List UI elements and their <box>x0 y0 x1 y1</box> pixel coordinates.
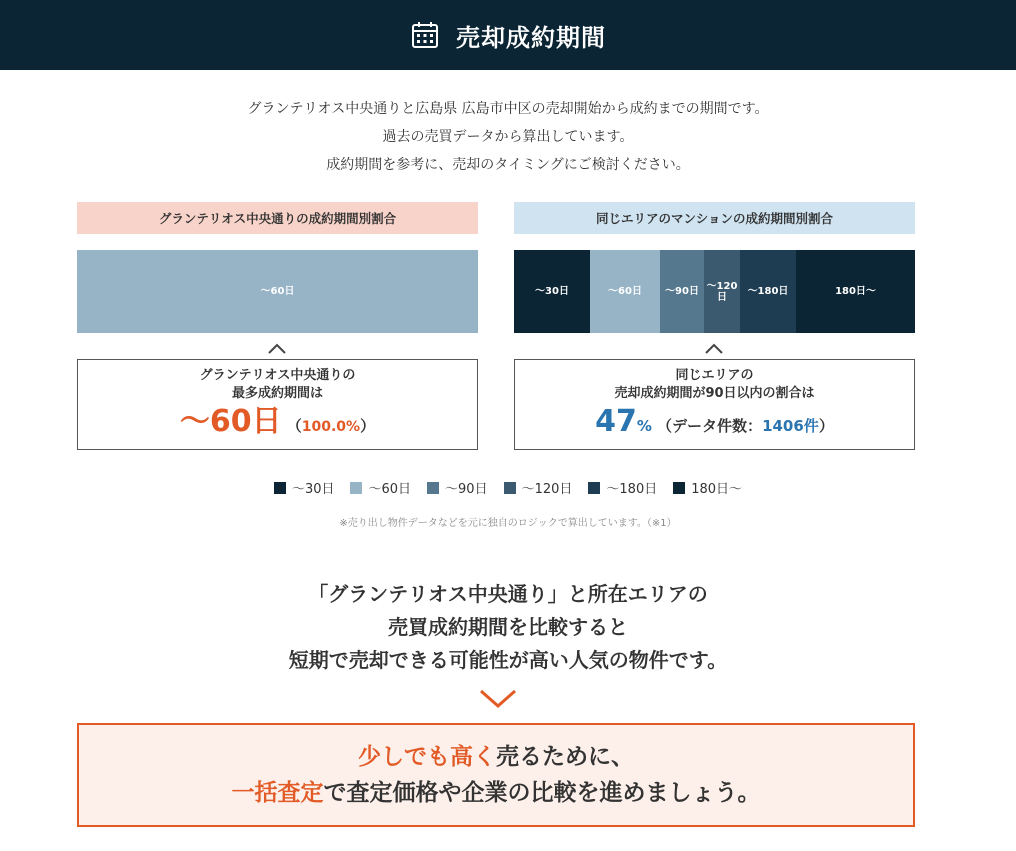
assessment-cta[interactable] <box>77 723 915 827</box>
bar-segment <box>590 250 660 333</box>
legend-label: 〜60日 <box>368 482 412 497</box>
within-90-days-ratio: 47 <box>595 404 637 439</box>
legend-label: 〜30日 <box>291 482 335 497</box>
bar-segment <box>740 250 796 333</box>
intro-line: 成約期間を参考に、売却のタイミングにご検討ください。 <box>326 157 690 173</box>
legend-item <box>673 478 742 497</box>
legend-label: 〜180日 <box>606 482 658 497</box>
area-summary-box <box>514 359 915 450</box>
intro-line: 過去の売買データから算出しています。 <box>382 129 634 145</box>
bar-segment <box>514 250 590 333</box>
period-percentage: 100.0% <box>301 419 361 435</box>
period-legend <box>0 478 1016 497</box>
legend-item <box>588 478 657 497</box>
paren-open: （ <box>286 417 302 435</box>
cta-accent-text: 少しでも高く <box>358 744 496 770</box>
bar-segment <box>660 250 704 333</box>
conclusion-text <box>0 578 1016 677</box>
most-common-period: 〜60日 <box>179 404 282 439</box>
bar-segment <box>796 250 915 333</box>
conclusion-line: 売買成約期間を比較すると <box>388 615 628 639</box>
section-header <box>0 0 1016 70</box>
legend-swatch <box>274 482 286 494</box>
panel-heading: グランテリオス中央通りの成約期間別割合 <box>77 202 478 234</box>
panel-heading: 同じエリアのマンションの成約期間別割合 <box>514 202 915 234</box>
summary-line: 売却成約期間が90日以内の割合は <box>614 386 815 401</box>
summary-line: グランテリオス中央通りの <box>199 368 356 383</box>
caret-up-icon <box>703 342 725 356</box>
bar-segment <box>704 250 740 333</box>
summary-highlight <box>78 405 477 444</box>
period-ratio-bar <box>514 250 915 333</box>
bar-segment-label: 180日〜 <box>835 286 876 297</box>
calendar-icon <box>410 20 440 50</box>
caret-up-icon <box>266 342 288 356</box>
summary-line: 最多成約期間は <box>231 386 323 401</box>
bar-segment <box>77 250 478 333</box>
percent-sign: % <box>636 417 652 435</box>
property-summary-box <box>77 359 478 450</box>
legend-label: 〜120日 <box>521 482 573 497</box>
summary-line: 同じエリアの <box>675 368 754 383</box>
intro-text <box>0 95 1016 179</box>
legend-swatch <box>588 482 600 494</box>
legend-swatch <box>504 482 516 494</box>
property-period-panel <box>77 202 478 439</box>
legend-item <box>504 478 573 497</box>
cta-accent-text: 一括査定 <box>231 780 324 806</box>
legend-item <box>427 478 488 497</box>
period-ratio-bar <box>77 250 478 333</box>
bar-segment-label: 〜60日 <box>608 286 642 297</box>
bar-segment-label: 〜180日 <box>747 286 789 297</box>
paren-close: ） <box>818 417 834 435</box>
bar-segment-label: 〜90日 <box>665 286 699 297</box>
cta-line <box>232 775 761 811</box>
summary-highlight <box>515 405 914 443</box>
area-period-panel <box>514 202 915 439</box>
intro-line: グランテリオス中央通りと広島県 広島市中区の売却開始から成約までの期間です。 <box>247 101 769 117</box>
bar-segment-label: 〜30日 <box>535 286 569 297</box>
cta-text: 売るために、 <box>496 744 634 770</box>
legend-item <box>274 478 335 497</box>
conclusion-line: 「グランテリオス中央通り」と所在エリアの <box>308 582 708 606</box>
cta-text: で査定価格や企業の比較を進めましょう。 <box>323 780 761 806</box>
data-count: 1406件 <box>762 417 819 435</box>
footnote: ※売り出し物件データなどを元に独自のロジックで算出しています。（※1） <box>339 518 677 529</box>
legend-swatch <box>350 482 362 494</box>
paren-close: ） <box>360 417 376 435</box>
conclusion-line: 短期で売却できる可能性が高い人気の物件です。 <box>288 648 728 672</box>
bar-segment-label: 〜120日 <box>706 280 738 303</box>
legend-item <box>350 478 411 497</box>
legend-swatch <box>427 482 439 494</box>
bar-segment-label: 〜60日 <box>260 286 295 297</box>
chevron-down-icon <box>478 688 518 710</box>
legend-label: 〜90日 <box>445 482 488 497</box>
page-title: 売却成約期間 <box>456 23 606 52</box>
cta-line <box>358 739 634 775</box>
legend-label: 180日〜 <box>691 482 743 497</box>
legend-swatch <box>673 482 685 494</box>
data-count-label: （データ件数： <box>657 417 763 435</box>
